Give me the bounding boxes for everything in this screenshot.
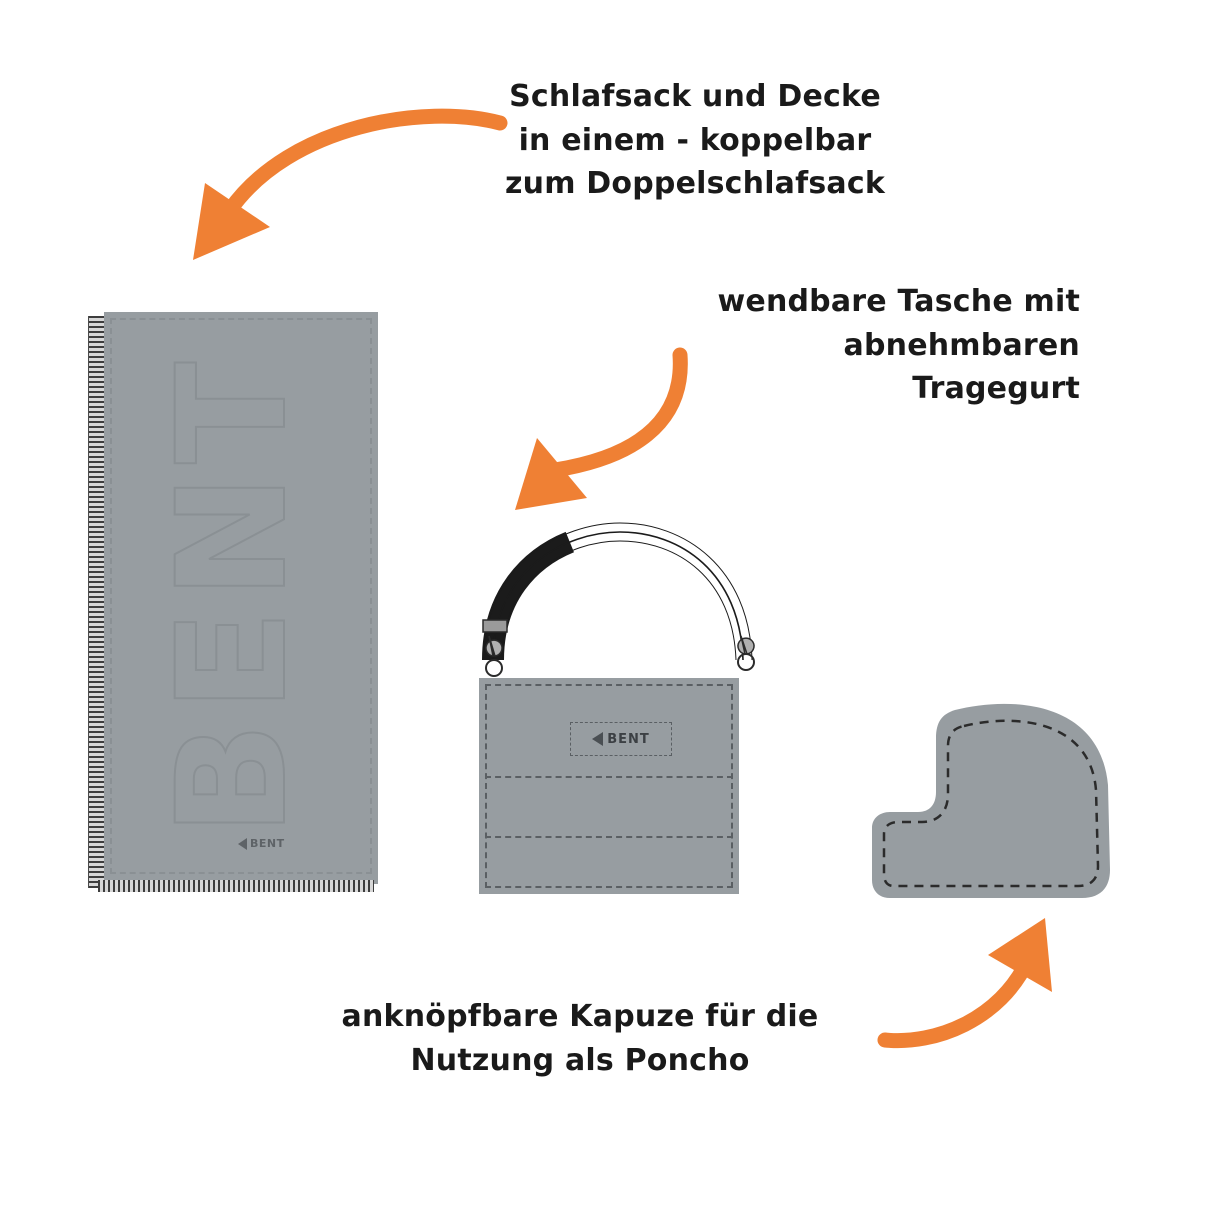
bent-logo-icon-sleeping-bag: [238, 837, 285, 850]
tote-bag-illustration: [455, 510, 775, 895]
annotation-sleeping-bag-text: Schlafsack und Decke in einem - koppelbar zum Doppelschlafsack: [504, 79, 886, 201]
tote-bag-shoulder-strap: [455, 510, 775, 690]
sleeping-bag-emboss-text: BENT: [146, 351, 320, 837]
logo-triangle-icon: [238, 838, 247, 850]
logo-text: BENT: [250, 837, 285, 850]
tote-bag-seam-lower: [485, 836, 733, 838]
tote-bag-stitching: [485, 684, 733, 888]
annotation-hood-text: anknöpfbare Kapuze für die Nutzung als Poncho: [341, 999, 819, 1078]
curved-arrow-icon-hood: [860, 900, 1080, 1050]
tote-bag-seam-upper: [485, 776, 733, 778]
curved-arrow-icon-tote-bag: [495, 330, 695, 520]
hood-illustration: [860, 690, 1120, 910]
sleeping-bag-bottom-edge: [98, 880, 374, 892]
bent-logo-icon-tote-bag: [570, 722, 672, 756]
logo-text: BENT: [607, 731, 650, 747]
hood-shape: [860, 690, 1120, 910]
sleeping-bag-illustration: [88, 312, 378, 892]
annotation-tote-bag-text: wendbare Tasche mit abnehmbaren Tragegurt: [717, 284, 1080, 406]
sleeping-bag-zipper-edge: [88, 316, 105, 888]
curved-arrow-icon-sleeping-bag: [175, 105, 515, 275]
logo-triangle-icon: [592, 732, 603, 746]
